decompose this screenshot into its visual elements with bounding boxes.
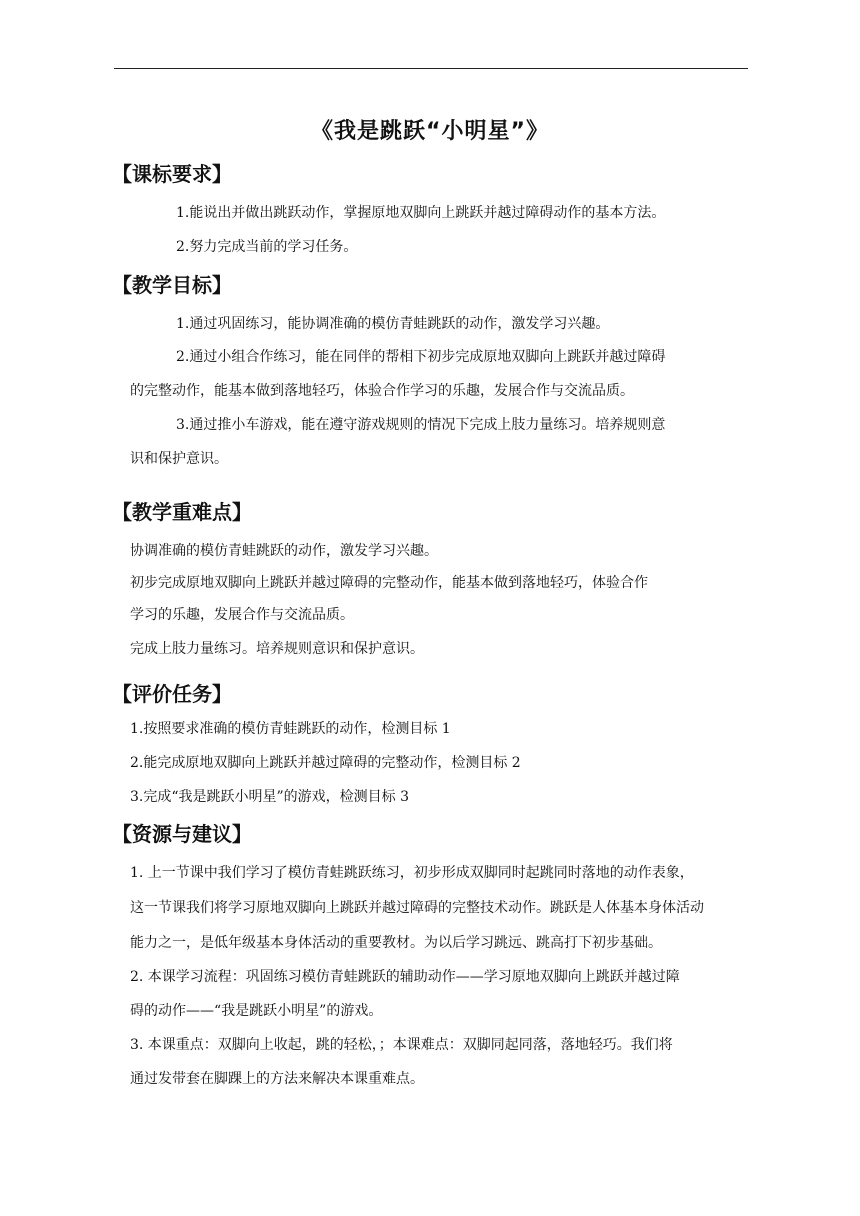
standards-line-1: 1.能说出并做出跳跃动作，掌握原地双脚向上跳跃并越过障碍动作的基本方法。: [176, 205, 666, 221]
resources-line-4: 2. 本课学习流程：巩固练习模仿青蛙跳跃的辅助动作——学习原地双脚向上跳跃并越过障: [130, 969, 680, 985]
heading-objectives: 【教学目标】: [112, 273, 232, 297]
heading-assessment: 【评价任务】: [112, 682, 232, 706]
key-points-line-2: 初步完成原地双脚向上跳跃并越过障碍的完整动作，能基本做到落地轻巧，体验合作: [130, 575, 648, 591]
resources-line-6: 3. 本课重点：双脚向上收起，跳的轻松，；本课难点：双脚同起同落，落地轻巧。我们将: [130, 1037, 673, 1053]
objectives-line-3: 的完整动作，能基本做到落地轻巧，体验合作学习的乐趣，发展合作与交流品质。: [130, 383, 634, 399]
key-points-line-4: 完成上肢力量练习。培养规则意识和保护意识。: [130, 641, 424, 657]
resources-line-5: 碍的动作——“我是跳跃小明星”的游戏。: [130, 1003, 383, 1019]
heading-standards: 【课标要求】: [112, 162, 232, 186]
document-title: 《我是跳跃“小明星”》: [311, 119, 549, 144]
objectives-line-2: 2.通过小组合作练习，能在同伴的帮相下初步完成原地双脚向上跳跃并越过障碍: [176, 349, 666, 365]
key-points-line-3: 学习的乐趣，发展合作与交流品质。: [130, 607, 354, 623]
objectives-line-4: 3.通过推小车游戏，能在遵守游戏规则的情况下完成上肢力量练习。培养规则意: [176, 417, 666, 433]
assessment-line-1: 1.按照要求准确的模仿青蛙跳跃的动作，检测目标 1: [130, 721, 451, 737]
resources-line-7: 通过发带套在脚踝上的方法来解决本课重难点。: [130, 1071, 424, 1087]
header-rule: [114, 68, 748, 69]
heading-key-points: 【教学重难点】: [112, 500, 252, 524]
resources-line-1: 1. 上一节课中我们学习了模仿青蛙跳跃练习，初步形成双脚同时起跳同时落地的动作表象，: [130, 865, 694, 881]
resources-line-3: 能力之一，是低年级基本身体活动的重要教材。为以后学习跳远、跳高打下初步基础。: [130, 935, 662, 951]
assessment-line-2: 2.能完成原地双脚向上跳跃并越过障碍的完整动作，检测目标 2: [130, 755, 521, 771]
standards-line-2: 2.努力完成当前的学习任务。: [176, 239, 358, 255]
objectives-line-5: 识和保护意识。: [130, 451, 228, 467]
key-points-line-1: 协调准确的模仿青蛙跳跃的动作，激发学习兴趣。: [130, 543, 438, 559]
resources-line-2: 这一节课我们将学习原地双脚向上跳跃并越过障碍的完整技术动作。跳跃是人体基本身体活动: [130, 900, 704, 916]
assessment-line-3: 3.完成“我是跳跃小明星”的游戏，检测目标 3: [130, 789, 410, 805]
objectives-line-1: 1.通过巩固练习，能协调准确的模仿青蛙跳跃的动作，激发学习兴趣。: [176, 316, 610, 332]
heading-resources: 【资源与建议】: [112, 822, 252, 846]
